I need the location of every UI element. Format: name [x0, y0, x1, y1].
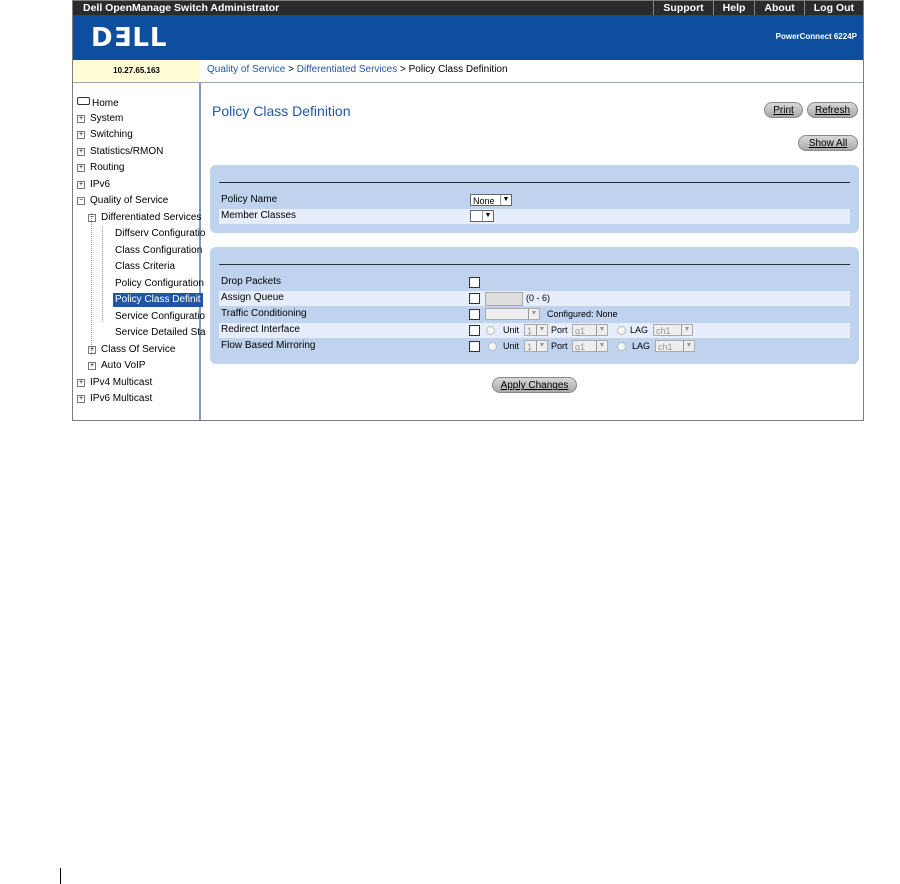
lag-label: LAG	[630, 325, 649, 335]
page-title: Policy Class Definition	[212, 103, 351, 119]
unit-select[interactable]: 1 ▼	[524, 324, 548, 336]
product-name: PowerConnect 6224P	[775, 32, 857, 41]
breadcrumb-current: Policy Class Definition	[408, 64, 508, 75]
traffic-conditioning-label: Traffic Conditioning	[221, 308, 307, 319]
chevron-down-icon: ▼	[536, 325, 547, 335]
about-link[interactable]: About	[754, 1, 803, 15]
ip-address: 10.27.65.163	[73, 60, 200, 83]
actions-table	[219, 264, 850, 352]
dell-logo: DƎLL	[91, 23, 168, 53]
expand-icon[interactable]: +	[78, 379, 84, 386]
expand-icon[interactable]: +	[78, 131, 84, 138]
chevron-down-icon: ▼	[500, 195, 511, 205]
sidebar-item-class-config[interactable]: Class Configuration	[115, 245, 203, 256]
expand-icon[interactable]: +	[78, 395, 84, 402]
sidebar-item-ipv6-multicast[interactable]: + IPv6 Multicast	[78, 393, 153, 404]
breadcrumb-diffserv-link[interactable]: Differentiated Services	[296, 64, 398, 75]
support-link[interactable]: Support	[653, 1, 712, 15]
lag-radio[interactable]	[617, 326, 626, 335]
traffic-conditioning-checkbox[interactable]	[469, 309, 480, 320]
policy-name-row	[219, 193, 850, 208]
drop-packets-row	[219, 275, 850, 290]
assign-queue-row	[219, 291, 850, 306]
sidebar-item-qos[interactable]: − Quality of Service	[78, 195, 169, 206]
sidebar-item-class-of-service[interactable]: + Class Of Service	[89, 344, 176, 355]
expand-icon[interactable]: +	[78, 115, 84, 122]
policy-panel	[210, 165, 859, 233]
drop-packets-label: Drop Packets	[221, 276, 282, 287]
port-label: Port	[551, 325, 568, 335]
sidebar-item-statistics[interactable]: + Statistics/RMON	[78, 146, 164, 157]
chevron-down-icon: ▼	[528, 309, 539, 319]
redirect-interface-checkbox[interactable]	[469, 325, 480, 336]
chevron-down-icon: ▼	[683, 341, 694, 351]
breadcrumb-separator: >	[397, 64, 409, 75]
port-label: Port	[551, 341, 568, 351]
policy-table	[219, 182, 850, 221]
unit-radio[interactable]	[486, 326, 495, 335]
unit-radio[interactable]	[488, 342, 497, 351]
main-content	[201, 83, 863, 421]
show-all-button[interactable]: Show All	[798, 135, 858, 151]
policy-name-select[interactable]: None ▼	[470, 194, 512, 206]
tree-line	[102, 227, 103, 322]
sidebar-item-class-criteria[interactable]: Class Criteria	[115, 261, 176, 272]
unit-label: Unit	[503, 325, 520, 335]
sidebar-item-diffserv[interactable]: − Differentiated Services	[89, 212, 202, 223]
expand-icon[interactable]: +	[89, 362, 95, 369]
member-classes-row	[219, 209, 850, 224]
traffic-conditioning-row	[219, 307, 850, 322]
sidebar-item-system[interactable]: + System	[78, 113, 124, 124]
flow-mirroring-row	[219, 339, 850, 354]
actions-panel	[210, 247, 859, 364]
expand-icon[interactable]: +	[78, 148, 84, 155]
sidebar-item-policy-config[interactable]: Policy Configuration	[115, 278, 204, 289]
lag-select[interactable]: ch1 ▼	[655, 340, 695, 352]
unit-label: Unit	[503, 341, 520, 351]
expand-icon[interactable]: +	[78, 181, 84, 188]
chevron-down-icon: ▼	[536, 341, 547, 351]
refresh-button[interactable]: Refresh	[807, 102, 858, 118]
lag-radio[interactable]	[617, 342, 626, 351]
sidebar-item-policy-class-definition[interactable]: Policy Class Definit	[115, 294, 201, 305]
port-select[interactable]: g1 ▼	[572, 324, 608, 336]
queue-input[interactable]	[485, 292, 523, 306]
collapse-icon[interactable]: −	[89, 214, 95, 221]
configured-status: Configured: None	[547, 309, 618, 319]
top-links	[653, 1, 863, 15]
member-classes-label: Member Classes	[221, 210, 297, 221]
banner	[73, 15, 863, 60]
page-margin-mark	[60, 868, 61, 884]
redirect-interface-label: Redirect Interface	[221, 324, 300, 335]
chevron-down-icon: ▼	[596, 341, 607, 351]
collapse-icon[interactable]: −	[78, 197, 84, 204]
tree-line	[91, 213, 92, 355]
logout-link[interactable]: Log Out	[804, 1, 863, 15]
unit-select[interactable]: 1 ▼	[524, 340, 548, 352]
assign-queue-label: Assign Queue	[221, 292, 284, 303]
sidebar	[73, 83, 206, 421]
top-bar	[73, 1, 863, 15]
app-title: Dell OpenManage Switch Administrator	[83, 2, 280, 14]
breadcrumb-qos-link[interactable]: Quality of Service	[207, 64, 286, 75]
chevron-down-icon: ▼	[596, 325, 607, 335]
chevron-down-icon: ▼	[482, 211, 493, 221]
policy-name-label: Policy Name	[221, 194, 278, 205]
print-button[interactable]: Print	[764, 102, 803, 118]
drop-packets-checkbox[interactable]	[469, 277, 480, 288]
sidebar-item-ipv6[interactable]: + IPv6	[78, 179, 111, 190]
apply-changes-button[interactable]: Apply Changes	[492, 377, 577, 393]
breadcrumb-separator: >	[285, 64, 297, 75]
sidebar-item-service-detailed[interactable]: Service Detailed Sta	[115, 327, 206, 338]
help-link[interactable]: Help	[713, 1, 755, 15]
lag-label: LAG	[632, 341, 651, 351]
assign-queue-checkbox[interactable]	[469, 293, 480, 304]
expand-icon[interactable]: +	[89, 346, 95, 353]
flow-mirroring-checkbox[interactable]	[469, 341, 480, 352]
member-classes-select[interactable]	[470, 210, 494, 222]
sidebar-item-auto-voip[interactable]: + Auto VoIP	[89, 360, 146, 371]
sidebar-item-home[interactable]: Home	[77, 97, 119, 111]
sidebar-item-switching[interactable]: + Switching	[78, 129, 133, 140]
sidebar-item-routing[interactable]: + Routing	[78, 162, 125, 173]
home-icon	[77, 97, 90, 105]
breadcrumb	[200, 60, 863, 83]
flow-mirroring-label: Flow Based Mirroring	[221, 340, 316, 351]
chevron-down-icon: ▼	[681, 325, 692, 335]
redirect-interface-row	[219, 323, 850, 338]
queue-range-hint: (0 - 6)	[526, 293, 551, 303]
sidebar-item-service-config[interactable]: Service Configuratio	[115, 311, 206, 322]
traffic-conditioning-select[interactable]	[485, 308, 540, 320]
expand-icon[interactable]: +	[78, 164, 84, 171]
lag-select[interactable]: ch1 ▼	[653, 324, 693, 336]
browser-frame	[72, 0, 864, 421]
sidebar-item-ipv4-multicast[interactable]: + IPv4 Multicast	[78, 377, 153, 388]
port-select[interactable]: g1 ▼	[572, 340, 608, 352]
sidebar-item-diffserv-config[interactable]: Diffserv Configuratio	[115, 228, 206, 239]
